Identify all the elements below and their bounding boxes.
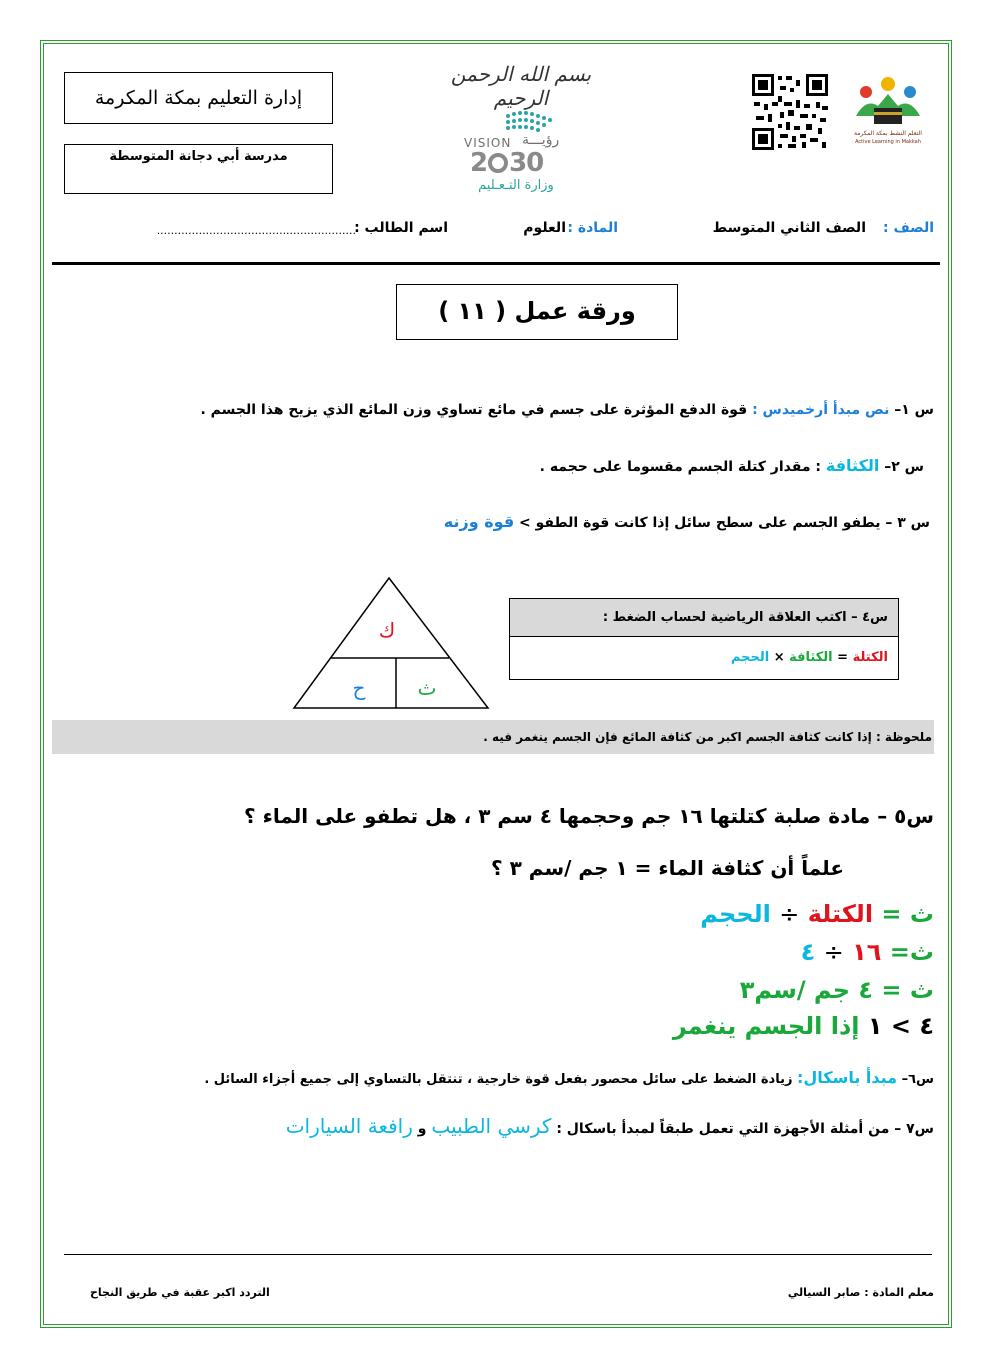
q5-step3: ث = ٤ جم /سم٣ [739, 976, 934, 1004]
q2-term: الكثافة [825, 456, 880, 475]
q4-eq: = [837, 650, 849, 665]
vision-word: VISION [464, 136, 512, 150]
header-divider [52, 262, 940, 265]
triangle-density: ث [417, 676, 437, 700]
vision-year-left: 2 [470, 148, 488, 178]
q5-step1 [434, 900, 934, 928]
school-label: مدرسة أبي دجانة المتوسطة [109, 149, 288, 164]
basmala: بسم الله الرحمن الرحيم [450, 62, 592, 110]
footer-motto: التردد اكبر عقبة في طريق النجاح [90, 1286, 270, 1299]
qr-code [750, 72, 830, 152]
admin-box [64, 72, 333, 124]
triangle-volume: ح [352, 676, 366, 700]
student-name-blank[interactable]: ......................................................... [156, 224, 356, 237]
q5-line2: علماً أن كثافة الماء = ١ جم /سم ٣ ؟ [491, 856, 844, 880]
q7-answer-2: رافعة السيارات [285, 1114, 413, 1138]
grade-value: الصف الثاني المتوسط [712, 220, 866, 236]
q7-text: س٧ – من أمثلة الأجهزة التي تعمل طبقاً لمبدأ باسكال : [556, 1121, 934, 1137]
vision-year-right: 30 [509, 148, 544, 178]
active-learning-logo [850, 72, 926, 152]
q4-table [509, 598, 899, 680]
q4-mass: الكتلة [852, 650, 888, 665]
q5-step2 [434, 938, 934, 966]
footer-divider [64, 1254, 932, 1255]
footer-teacher: معلم المادة : صابر السيالي [787, 1286, 934, 1299]
step1-vol: الحجم [700, 900, 771, 928]
q6-term: مبدأ باسكال: [797, 1068, 898, 1087]
q2-answer: : مقدار كتلة الجسم مقسوما على حجمه . [539, 459, 821, 475]
q4-answer-cell [510, 637, 898, 678]
q3-sign: > [519, 515, 531, 531]
step2-div: ÷ [823, 938, 844, 966]
grade-label: الصف : [883, 220, 934, 236]
step1-rho: ث = [881, 900, 934, 928]
qr-code-icon [750, 72, 830, 152]
q5-step4 [434, 1012, 934, 1040]
logo-caption: التعلم النشط بمكة المكرمة [854, 130, 922, 137]
q1-answer: قوة الدفع المؤثرة على جسم في مائع تساوي وزن المائع الذي يزيح هذا الجسم . [200, 402, 748, 418]
info-row [60, 220, 934, 244]
step4-compare: ٤ > ١ [867, 1012, 934, 1040]
ministry-name: وزارة التـعـليم [478, 178, 554, 193]
step2-vol: ٤ [800, 938, 816, 966]
student-label: اسم الطالب : [354, 220, 448, 236]
step2-rho: ث= [889, 938, 934, 966]
step2-mass: ١٦ [852, 938, 882, 966]
admin-label: إدارة التعليم بمكة المكرمة [94, 87, 303, 109]
vision-year [470, 148, 543, 178]
note-bar [52, 720, 934, 754]
q4-times: × [773, 650, 785, 665]
step4-text: إذا الجسم ينغمر [672, 1012, 860, 1040]
worksheet-title-box [396, 284, 678, 340]
q3-answer: قوة وزنه [443, 512, 515, 531]
subject-label: المادة : [567, 220, 618, 236]
q1-term: نص مبدأ أرخميدس : [752, 402, 890, 418]
q4-volume: الحجم [730, 650, 770, 665]
q4-question: س٤ – اكتب العلاقة الرياضية لحساب الضغط : [602, 610, 888, 625]
vision-arabic: رؤيـــة [522, 132, 560, 148]
density-triangle [292, 574, 502, 714]
worksheet-title: ورقة عمل ( ١١ ) [438, 297, 636, 325]
subject-value: العلوم [523, 220, 566, 236]
q4-density: الكثافة [789, 650, 833, 665]
question-2 [104, 456, 924, 475]
q7-and: و [417, 1121, 427, 1137]
step1-mass: الكتلة [807, 900, 874, 928]
vision-2030-logo [462, 108, 582, 198]
q4-question-cell [510, 599, 898, 637]
active-learning-icon [850, 72, 926, 132]
question-6 [74, 1068, 934, 1087]
q7-answer-1: كرسي الطبيب [431, 1114, 552, 1138]
question-1 [114, 402, 934, 418]
vision-zero-icon [487, 152, 509, 174]
school-box [64, 144, 333, 194]
step1-div: ÷ [779, 900, 800, 928]
logo-caption-en: Active Learning in Makkah [855, 139, 921, 145]
q1-prefix: س ١– [894, 402, 934, 418]
q3-prefix: س ٣ – يطفو الجسم على سطح سائل إذا كانت قوة الطفو [535, 515, 930, 531]
q5-line1: س٥ – مادة صلبة كتلتها ١٦ جم وحجمها ٤ سم ٣ ، هل تطفو على الماء ؟ [244, 804, 934, 828]
q6-answer: زيادة الضغط على سائل محصور بفعل قوة خارجية ، تنتقل بالتساوي إلى جميع أجزاء السائل . [204, 1072, 793, 1087]
q2-prefix: س ٢– [884, 459, 924, 475]
question-3 [110, 512, 930, 531]
question-7 [74, 1114, 934, 1138]
q6-prefix: س٦– [901, 1072, 934, 1087]
triangle-mass: ك [378, 618, 396, 642]
note-text: ملحوظة : إذا كانت كثافة الجسم اكبر من كثافة المائع فإن الجسم ينغمر فيه . [483, 730, 932, 744]
